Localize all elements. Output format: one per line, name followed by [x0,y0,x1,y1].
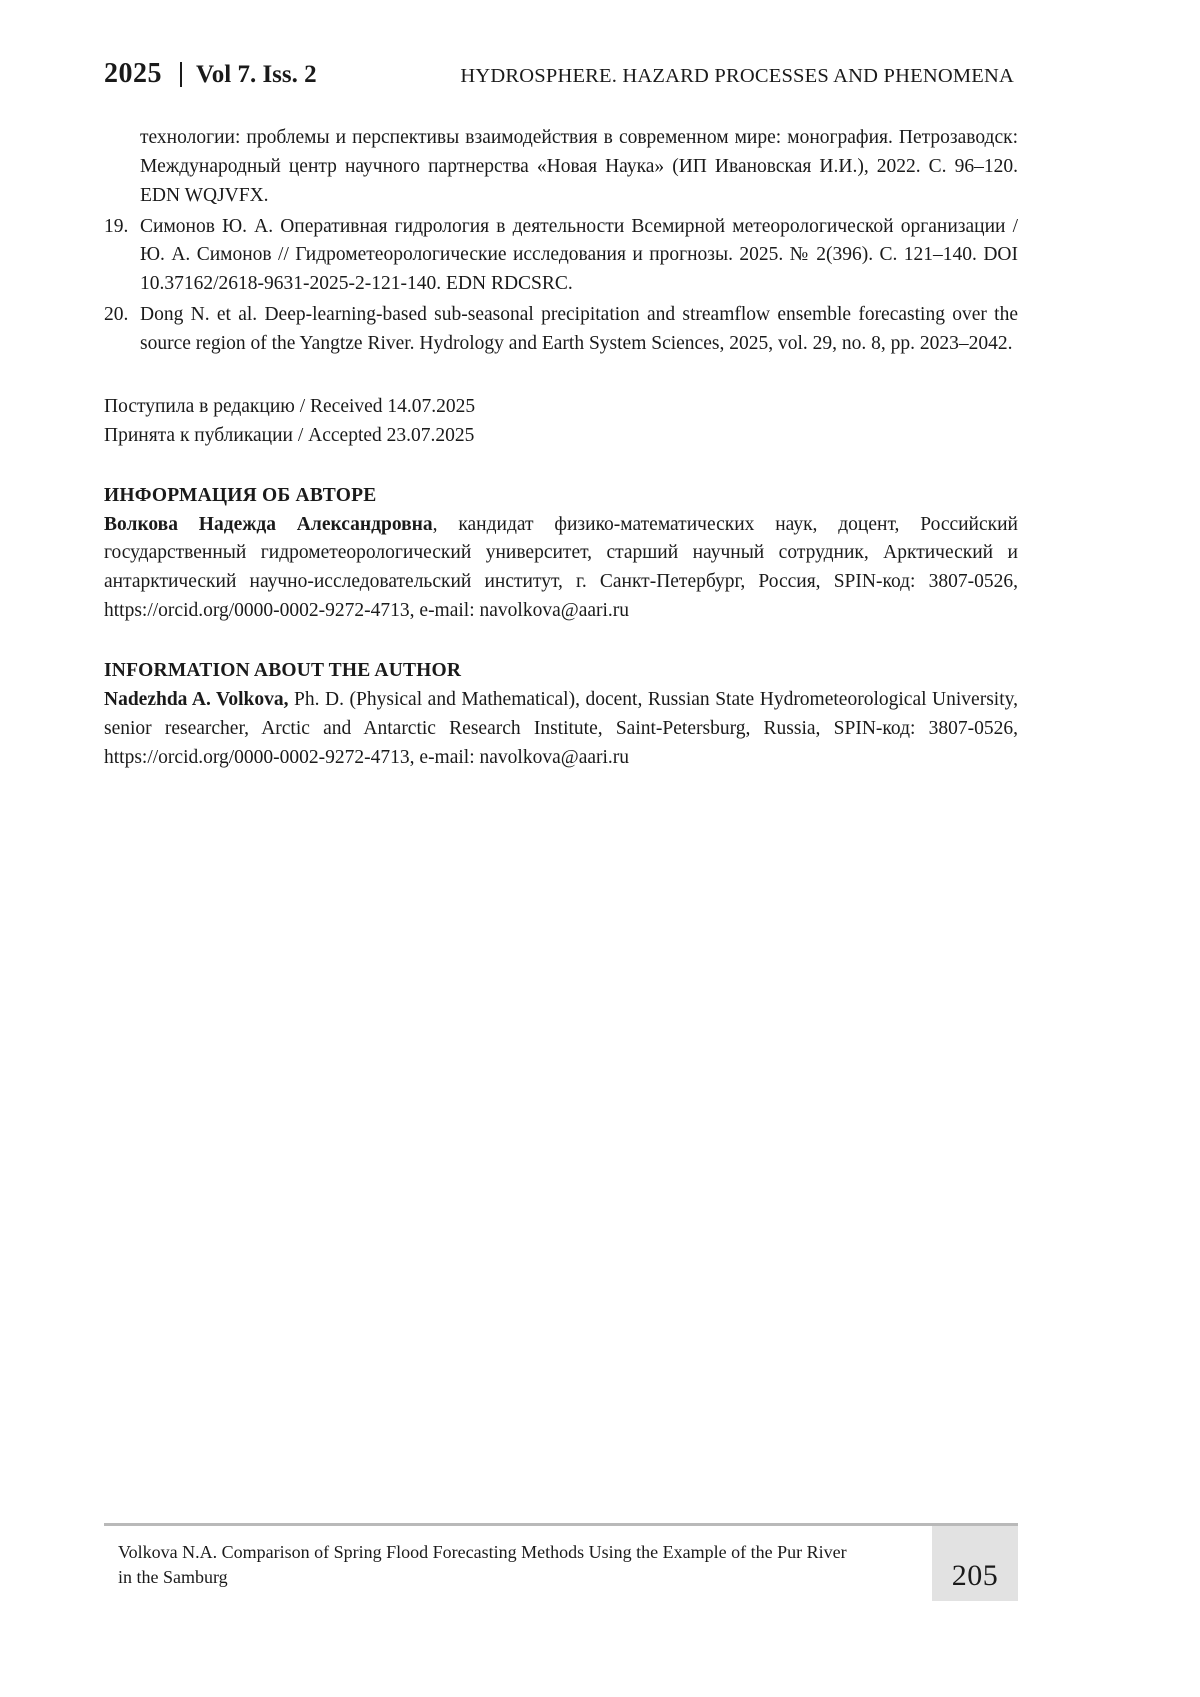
author-details-ru: , кандидат физико-математических наук, доцент, Российский государственный гидрометеорологический университет, старший научный сотрудник, Арктический и антарктический научно-исследовательский институт, г. Санкт-Петербург, Россия, SPIN-код: 3807-0526, https://orcid.org/0000-0002-9272-4713, e-mail: navolkova@aari.ru [104,513,1018,622]
running-head-journal-title: HYDROSPHERE. HAZARD PROCESSES AND PHENOMENA [460,65,1014,87]
reference-continued: технологии: проблемы и перспективы взаимодействия в современном мире: монография. Петрозаводск: Международный центр научного партнерства «Новая Наука» (ИП Ивановская И.И.), 2022. С. 96–120. EDN WQJVFX. [140,127,1018,206]
footer-citation-line-1: Volkova N.A. Comparison of Spring Flood Forecasting Methods Using the Example of the Pur River [118,1541,847,1562]
reference-number: 19. [104,215,129,237]
author-details-en: Ph. D. (Physical and Mathematical), docent, Russian State Hydrometeorological University, senior researcher, Arctic and Antarctic Research Institute, Saint-Petersburg, Russia, SPIN-код: 3807-0526, https://orcid.org/0000-0002-9272-4713, e-mail: navolkova@aari.ru [104,689,1018,768]
submission-dates [104,393,1018,451]
running-head-volume-issue: Vol 7. Iss. 2 [196,61,317,88]
footer-citation-line-2: in the Samburg [118,1567,228,1588]
page-content [104,0,1018,773]
author-info-en-body [104,686,1018,773]
reference-number: 20. [104,304,129,326]
running-head-year: 2025 [104,58,162,89]
author-info-ru-title: ИНФОРМАЦИЯ ОБ АВТОРЕ [104,484,377,506]
author-info-en [104,660,1018,773]
reference-item [104,301,1018,359]
page-number: 205 [951,1559,999,1592]
author-name-en: Nadezhda A. Volkova, [104,689,289,711]
page-number-box [932,1526,1018,1601]
author-info-en-title: INFORMATION ABOUT THE AUTHOR [104,660,462,682]
reference-item [104,213,1018,300]
running-head [104,0,1018,94]
author-info-ru-body [104,511,1018,626]
footer-citation [104,1526,932,1601]
author-info-ru [104,485,1018,626]
accepted-date: Принята к публикации / Accepted 23.07.2025 [104,424,475,446]
reference-text: Симонов Ю. А. Оперативная гидрология в деятельности Всемирной метеорологической организации / Ю. А. Симонов // Гидрометеорологические исследования и прогнозы. 2025. № 2(396). С. 121–140. DOI 10.37162/2618-9631-2025-2-121-140. EDN RDCSRC. [140,215,1018,295]
author-name-ru: Волкова Надежда Александровна [104,513,433,535]
reference-list [104,124,1018,359]
reference-text: Dong N. et al. Deep-learning-based sub-seasonal precipitation and streamflow ensemble forecasting over the source region of the Yangtze River. Hydrology and Earth System Sciences, 2025, vol. 29, no. 8, pp. 2023–2042. [140,304,1018,355]
received-date: Поступила в редакцию / Received 14.07.2025 [104,395,476,417]
footer-row [104,1526,1018,1601]
page-footer [104,1523,1018,1601]
